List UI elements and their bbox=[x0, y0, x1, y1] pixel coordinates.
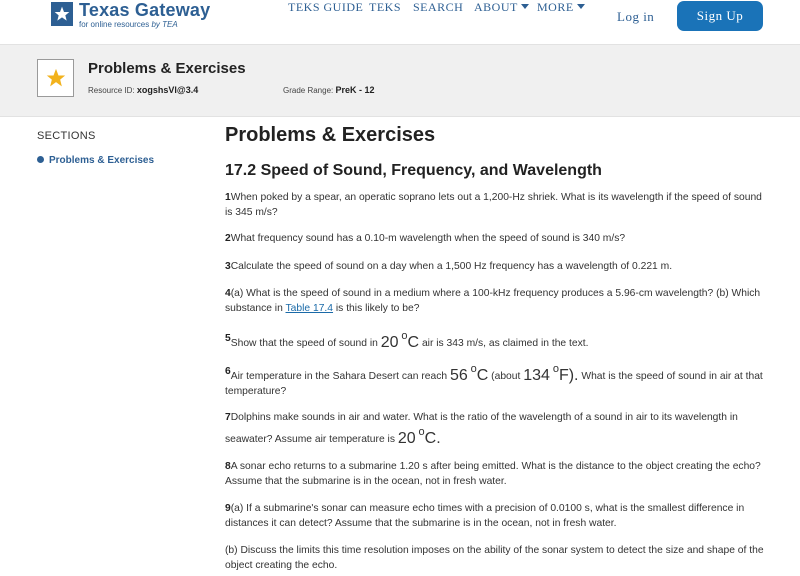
texas-gateway-logo[interactable] bbox=[37, 0, 227, 32]
logo-star-icon bbox=[51, 2, 73, 26]
problem-9b: (b) Discuss the limits this time resolution imposes on the ability of the sonar system to detect the size and shape of the object creating the echo. bbox=[225, 545, 764, 571]
sidebar-item-label: Problems & Exercises bbox=[49, 155, 155, 166]
section-heading: 17.2 Speed of Sound, Frequency, and Wavelength bbox=[225, 162, 602, 179]
chevron-down-icon bbox=[577, 4, 585, 9]
logo-title: Texas Gateway bbox=[79, 0, 211, 20]
resource-header bbox=[0, 44, 800, 117]
favorite-button[interactable] bbox=[37, 59, 74, 97]
logo-subtitle: for online resources by TEA bbox=[79, 20, 178, 29]
login-link[interactable]: Log in bbox=[617, 9, 655, 24]
top-navbar bbox=[0, 0, 800, 44]
resource-title: Problems & Exercises bbox=[88, 60, 246, 77]
problem-2: 2What frequency sound has a 0.10-m wavelength when the speed of sound is 340 m/s? bbox=[225, 233, 626, 244]
sections-heading: SECTIONS bbox=[37, 130, 96, 142]
nav-about-label: ABOUT bbox=[474, 0, 518, 14]
problem-8: 8A sonar echo returns to a submarine 1.20 s after being emitted. What is the distance to the object creating the echo? Assume that the submarine is in the ocean, not in fresh water. bbox=[225, 461, 761, 487]
problem-6: 6Air temperature in the Sahara Desert can reach 56 oC (about 134 oF). What is the speed of sound in air at that temperature? bbox=[225, 363, 763, 397]
problem-4: 4(a) What is the speed of sound in a medium where a 100-kHz frequency produces a 5.96-cm wavelength? (b) Which substance in Table 17.4 is this likely to be? bbox=[225, 288, 761, 314]
main-content bbox=[225, 124, 765, 571]
signup-button[interactable]: Sign Up bbox=[677, 1, 763, 31]
nav-search[interactable]: SEARCH bbox=[413, 0, 464, 14]
problem-7: 7Dolphins make sounds in air and water. What is the ratio of the wavelength of a sound in air to its wavelength in seawater? Assume air temperature is 20 oC. bbox=[225, 412, 738, 447]
nav-teks[interactable]: TEKS bbox=[369, 0, 401, 14]
nav-more-label: MORE bbox=[537, 0, 574, 14]
page-title: Problems & Exercises bbox=[225, 124, 436, 146]
problem-1: 1When poked by a spear, an operatic soprano lets out a 1,200-Hz shriek. What is its wavelength if the speed of sound is 345 m/s? bbox=[225, 192, 762, 218]
star-icon bbox=[46, 68, 66, 88]
problem-9: 9(a) If a submarine's sonar can measure echo times with a precision of 0.0100 s, what is the smallest difference in distances it can detect? Assume that the submarine is in the ocean, not in fresh water. bbox=[225, 503, 745, 529]
problem-5: 5Show that the speed of sound in 20 oC air is 343 m/s, as claimed in the text. bbox=[225, 330, 589, 351]
problem-3: 3Calculate the speed of sound on a day when a 1,500 Hz frequency has a wavelength of 0.221 m. bbox=[225, 261, 673, 272]
bullet-icon bbox=[37, 156, 44, 163]
grade-range: Grade Range: PreK - 12 bbox=[283, 85, 375, 95]
table-17-4-link[interactable]: Table 17.4 bbox=[285, 303, 334, 314]
nav-about[interactable] bbox=[474, 0, 529, 15]
nav-teks-guide[interactable]: TEKS GUIDE bbox=[288, 0, 364, 14]
resource-id: Resource ID: xogshsVl@3.4 bbox=[88, 85, 199, 95]
chevron-down-icon bbox=[521, 4, 529, 9]
sidebar-item-problems-exercises[interactable] bbox=[37, 155, 154, 166]
nav-more[interactable] bbox=[537, 0, 585, 15]
